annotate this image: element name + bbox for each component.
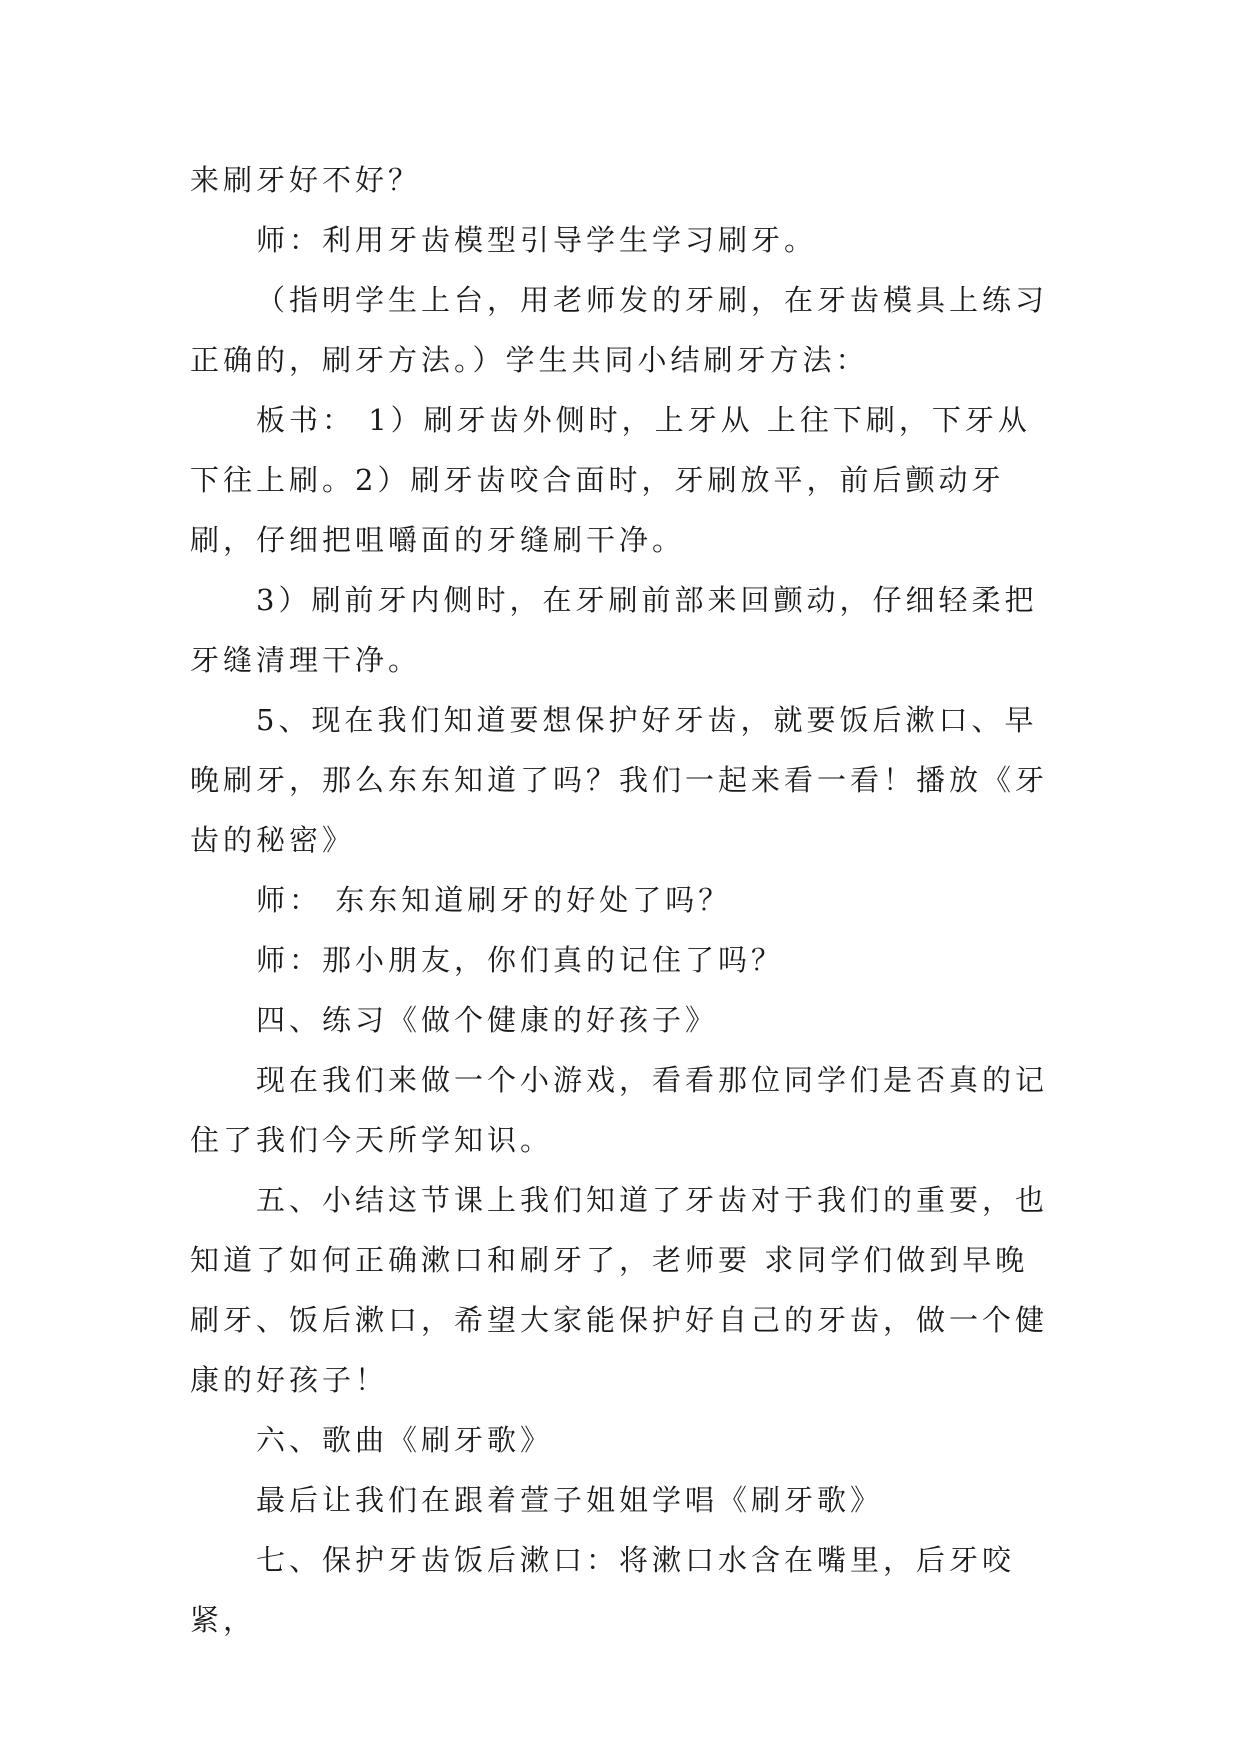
paragraph-protect-teeth: 5、现在我们知道要想保护好牙齿，就要饭后漱口、早晚刷牙，那么东东知道了吗？我们一起来看一看！播放《牙齿的秘密》 <box>190 703 1049 857</box>
section-heading-practice: 四、练习《做个健康的好孩子》 <box>256 1003 719 1037</box>
paragraph-song: 最后让我们在跟着萱子姐姐学唱《刷牙歌》 <box>256 1483 884 1517</box>
paragraph-game: 现在我们来做一个小游戏，看看那位同学们是否真的记住了我们今天所学知识。 <box>190 1063 1049 1157</box>
paragraph-continuation: 来刷牙好不好？ <box>190 163 422 197</box>
paragraph-student-practice: （指明学生上台，用老师发的牙刷，在牙齿模具上练习正确的，刷牙方法。）学生共同小结刷牙方法： <box>190 283 1049 377</box>
paragraph-teacher-question-2: 师：那小朋友，你们真的记住了吗？ <box>256 943 785 977</box>
paragraph-teacher-question-1: 师： 东东知道刷牙的好处了吗？ <box>256 883 732 917</box>
paragraph-front-teeth: 3）刷前牙内侧时，在牙刷前部来回颤动，仔细轻柔把牙缝清理干净。 <box>190 583 1038 677</box>
paragraph-teacher-model: 师：利用牙齿模型引导学生学习刷牙。 <box>256 223 818 257</box>
paragraph-board-notes: 板书： 1）刷牙齿外侧时，上牙从 上往下刷，下牙从下往上刷。2）刷牙齿咬合面时，牙刷放平，前后颤动牙刷，仔细把咀嚼面的牙缝刷干净。 <box>190 403 1031 557</box>
paragraph-summary: 五、小结这节课上我们知道了牙齿对于我们的重要，也知道了如何正确漱口和刷牙了，老师要 求同学们做到早晚刷牙、饭后漱口，希望大家能保护好自己的牙齿，做一个健康的好孩子！ <box>190 1183 1049 1397</box>
document-body <box>190 150 1055 1650</box>
section-heading-song: 六、歌曲《刷牙歌》 <box>256 1423 554 1457</box>
section-heading-rinse: 七、保护牙齿饭后漱口：将漱口水含在嘴里，后牙咬紧， <box>190 1543 1016 1637</box>
